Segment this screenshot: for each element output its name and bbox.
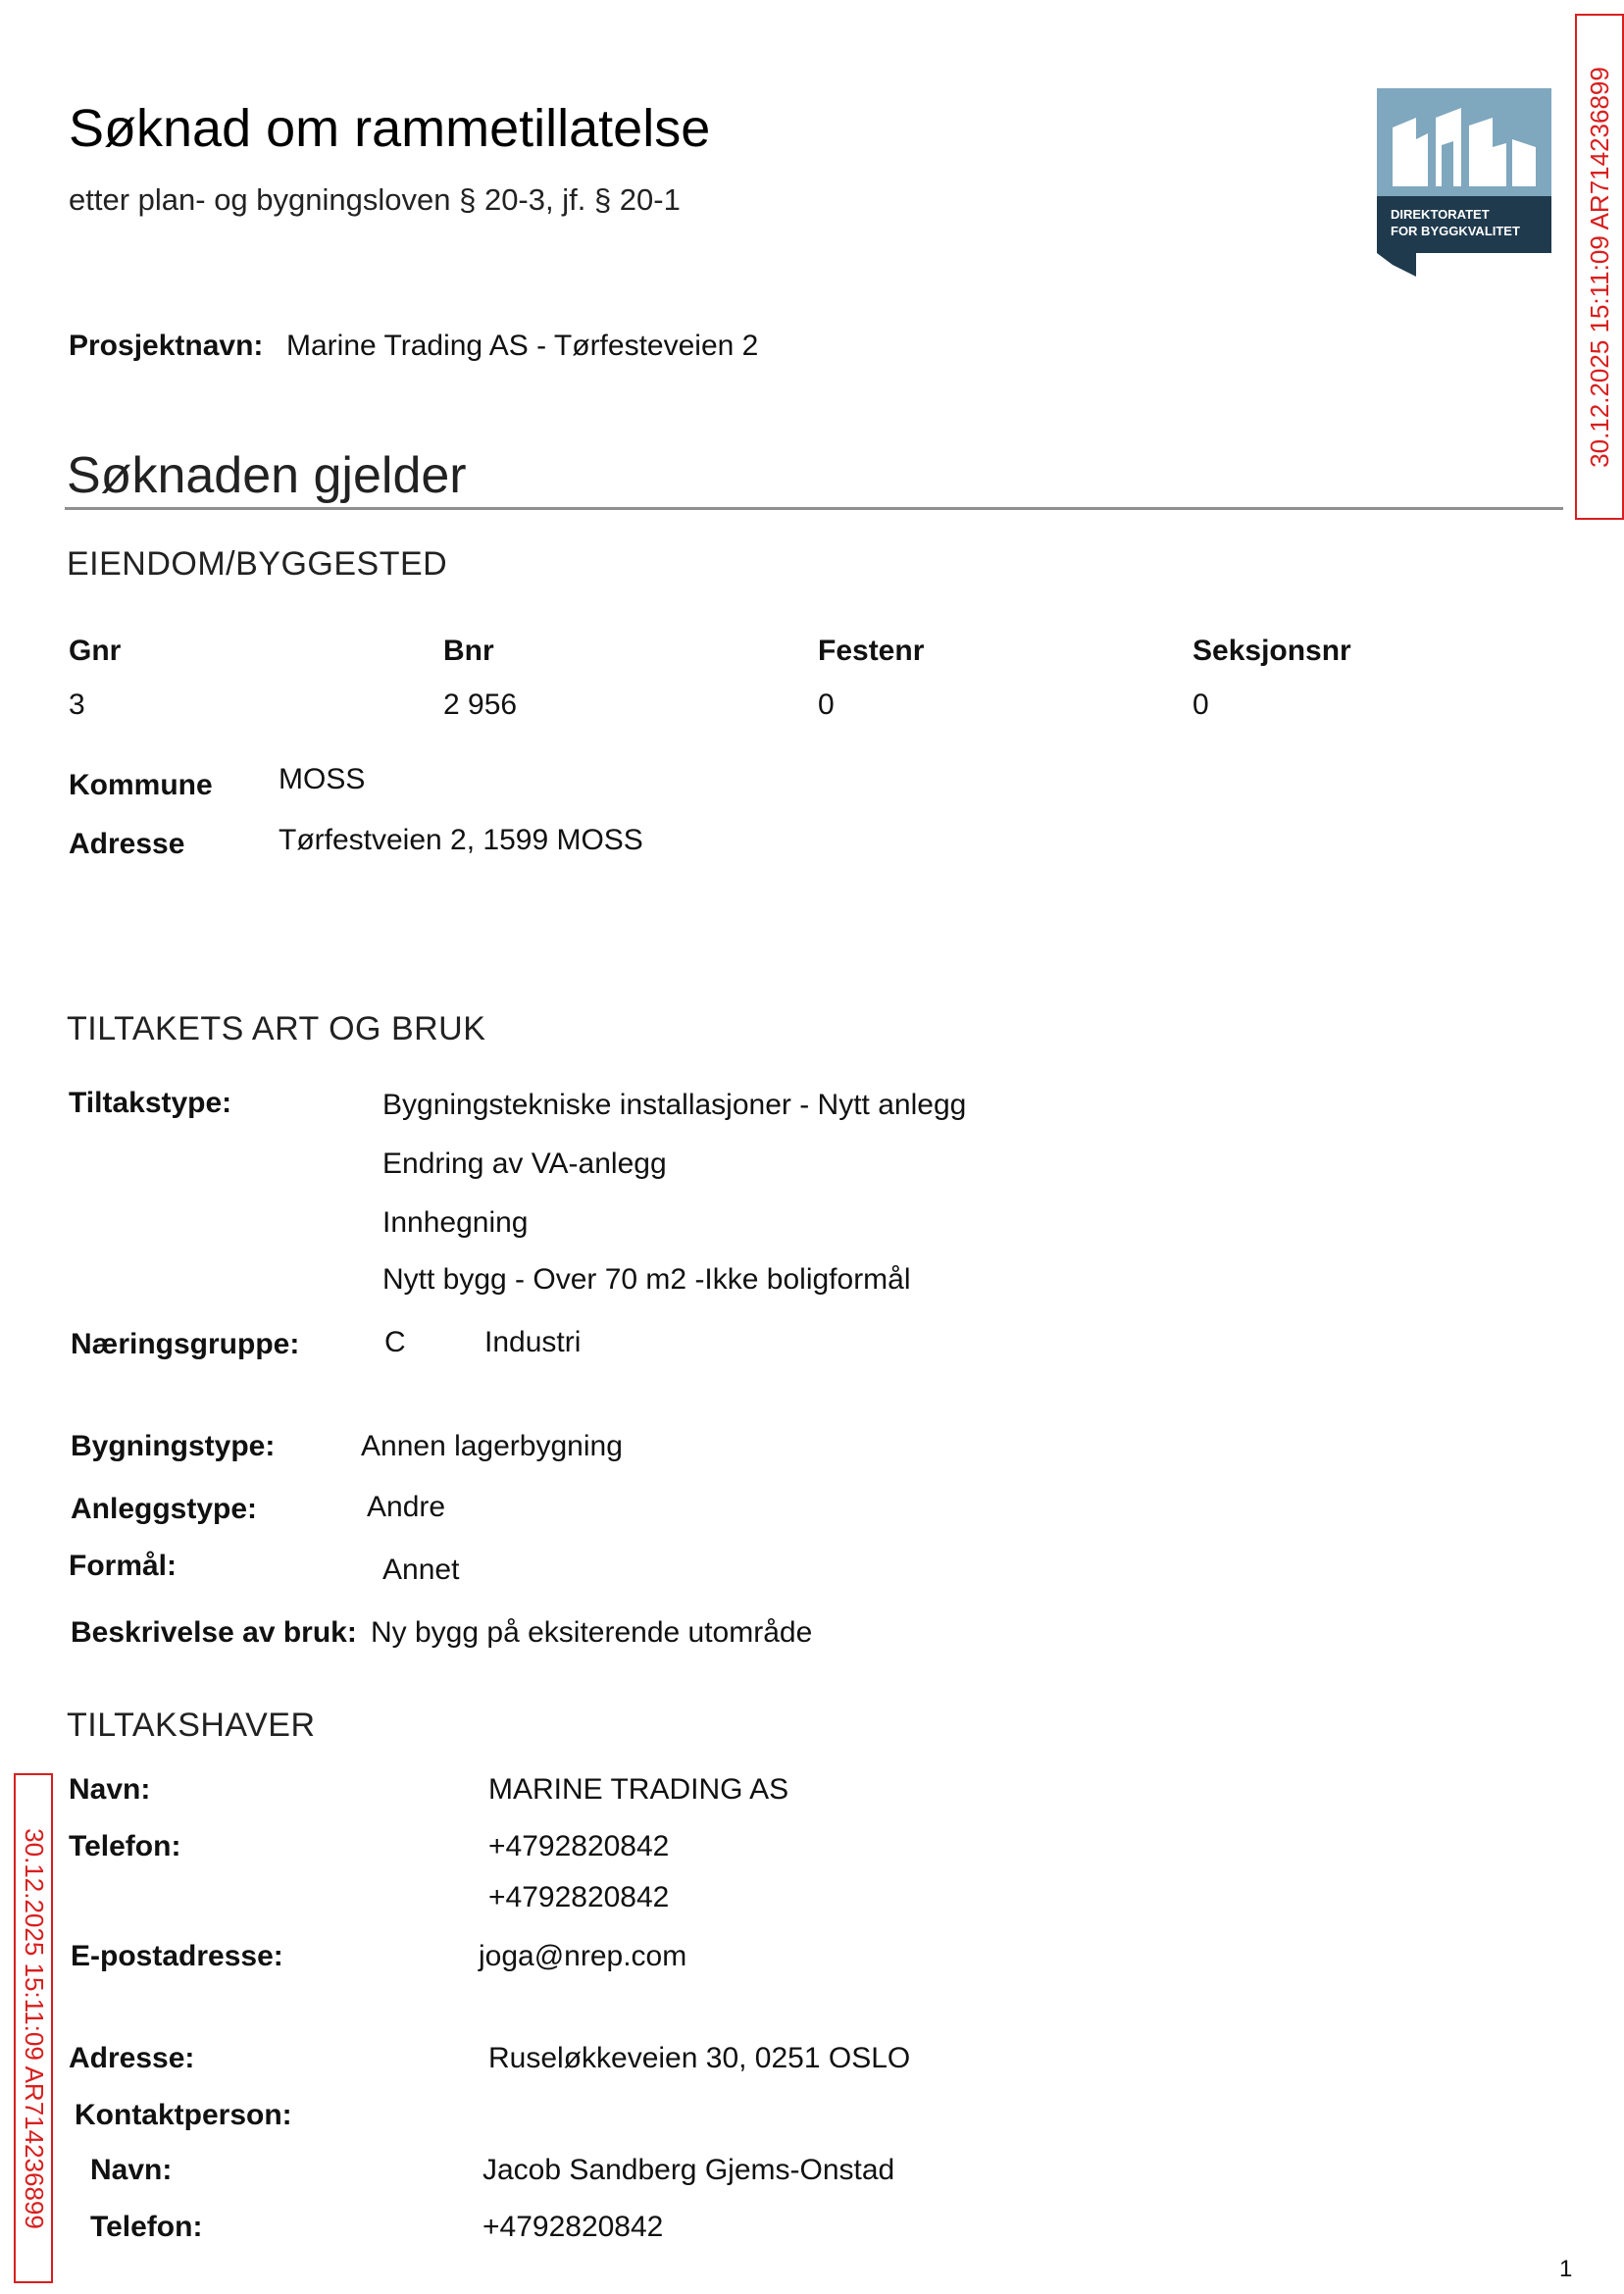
formal-label: Formål: <box>69 1550 178 1582</box>
seksjonsnr-label: Seksjonsnr <box>1193 635 1351 667</box>
page-number: 1 <box>1559 2256 1573 2282</box>
section-divider <box>65 507 1563 510</box>
formal-value: Annet <box>382 1554 460 1586</box>
building-logo-icon <box>1377 88 1551 277</box>
telefon-value: +4792820842 <box>488 1830 670 1862</box>
kommune-value: MOSS <box>279 763 366 795</box>
kontakt-telefon-label: Telefon: <box>90 2211 203 2243</box>
stamp-text: 30.12.2025 15:11:09 AR714236899 <box>19 1827 49 2229</box>
gnr-value: 3 <box>69 688 85 721</box>
archive-stamp-left <box>14 1773 53 2283</box>
adresse-label: Adresse <box>69 828 185 860</box>
section-title: Søknaden gjelder <box>67 447 467 504</box>
tiltak-heading: TILTAKETS ART OG BRUK <box>67 1010 486 1047</box>
bygningstype-value: Annen lagerbygning <box>361 1430 623 1462</box>
adresse-value: Tørfestveien 2, 1599 MOSS <box>279 824 643 856</box>
document-subtitle: etter plan- og bygningsloven § 20-3, jf. § 20-1 <box>69 182 681 217</box>
tiltakstype-item: Bygningstekniske installasjoner - Nytt anlegg <box>382 1089 967 1121</box>
festenr-label: Festenr <box>818 635 925 667</box>
navn-value: MARINE TRADING AS <box>488 1773 789 1806</box>
tiltakstype-item: Endring av VA-anlegg <box>382 1147 667 1180</box>
kontaktperson-label: Kontaktperson: <box>75 2099 292 2131</box>
anleggstype-value: Andre <box>367 1491 446 1523</box>
dibk-logo <box>1377 88 1551 277</box>
bygningstype-label: Bygningstype: <box>71 1430 276 1462</box>
bnr-label: Bnr <box>443 635 494 667</box>
telefon-label: Telefon: <box>69 1830 181 1862</box>
kontakt-navn-label: Navn: <box>90 2154 173 2186</box>
logo-text-line1: DIREKTORATET <box>1391 207 1490 222</box>
gnr-label: Gnr <box>69 635 122 667</box>
anleggstype-label: Anleggstype: <box>71 1493 258 1525</box>
naeringsgruppe-code: C <box>384 1326 406 1358</box>
project-label: Prosjektnavn: <box>69 330 264 362</box>
stamp-text: 30.12.2025 15:11:09 AR714236899 <box>1584 66 1614 468</box>
project-value: Marine Trading AS - Tørfesteveien 2 <box>286 330 759 362</box>
navn-label: Navn: <box>69 1773 151 1806</box>
kontakt-telefon-value: +4792820842 <box>482 2211 664 2243</box>
document-title: Søknad om rammetillatelse <box>69 99 711 158</box>
epost-label: E-postadresse: <box>71 1940 283 1972</box>
tiltakstype-item: Innhegning <box>382 1206 529 1239</box>
naeringsgruppe-label: Næringsgruppe: <box>71 1328 300 1360</box>
adresse-value: Ruseløkkeveien 30, 0251 OSLO <box>488 2042 911 2074</box>
tiltakshaver-heading: TILTAKSHAVER <box>67 1707 316 1744</box>
beskrivelse-value: Ny bygg på eksiterende utområde <box>371 1616 813 1649</box>
naeringsgruppe-value: Industri <box>484 1326 582 1358</box>
logo-text-line2: FOR BYGGKVALITET <box>1391 224 1520 238</box>
kontakt-navn-value: Jacob Sandberg Gjems-Onstad <box>482 2154 895 2186</box>
beskrivelse-label: Beskrivelse av bruk: <box>71 1616 357 1649</box>
telefon-value: +4792820842 <box>488 1881 670 1913</box>
kommune-label: Kommune <box>69 769 213 801</box>
seksjonsnr-value: 0 <box>1193 688 1209 721</box>
archive-stamp-top <box>1575 14 1624 520</box>
festenr-value: 0 <box>818 688 835 721</box>
bnr-value: 2 956 <box>443 688 518 721</box>
tiltakstype-label: Tiltakstype: <box>69 1087 232 1119</box>
eiendom-heading: EIENDOM/BYGGESTED <box>67 545 448 583</box>
adresse-label: Adresse: <box>69 2042 195 2074</box>
tiltakstype-item: Nytt bygg - Over 70 m2 -Ikke boligformål <box>382 1263 911 1296</box>
epost-value: joga@nrep.com <box>479 1940 687 1972</box>
